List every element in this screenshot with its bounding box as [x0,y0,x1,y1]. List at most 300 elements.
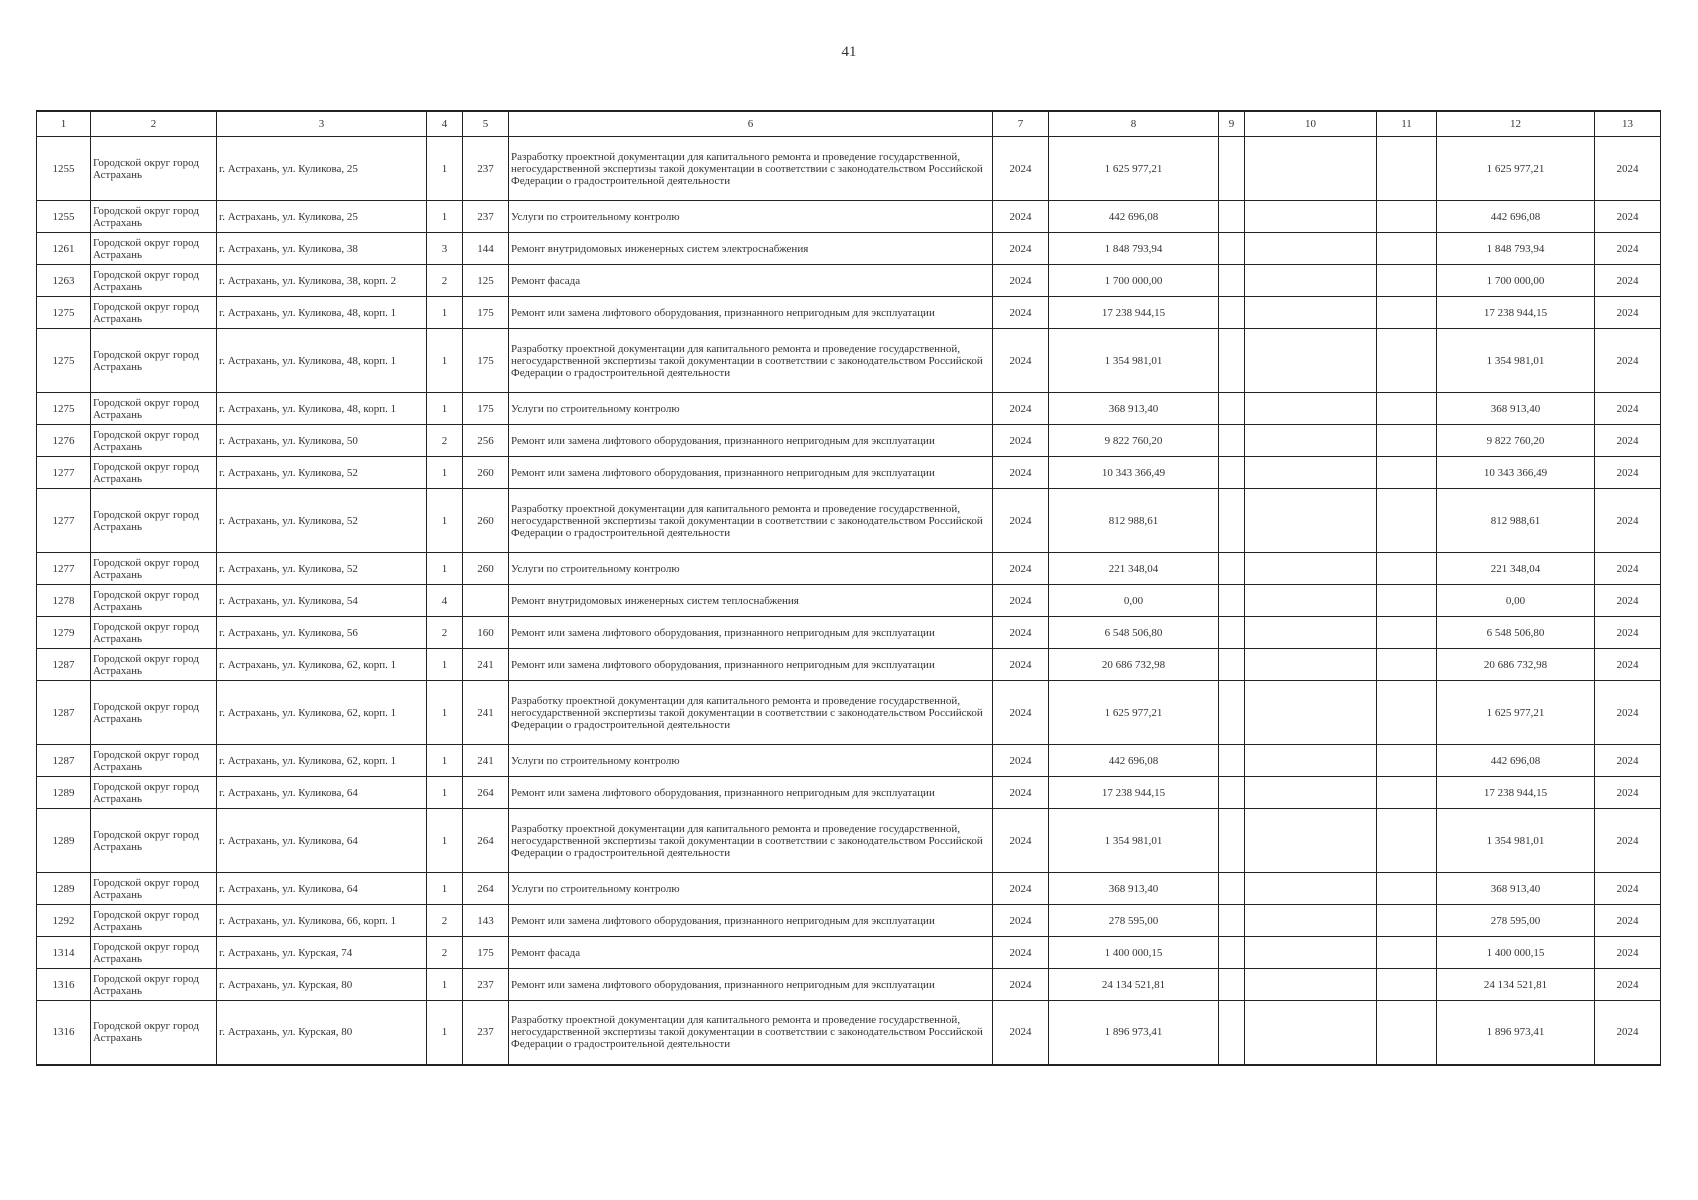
category-cell: 4 [427,585,463,617]
fund-amount-cell: 442 696,08 [1437,745,1595,777]
col10-cell [1245,553,1377,585]
header-cell: 9 [1219,111,1245,137]
col9-cell [1219,553,1245,585]
table-row [37,137,1661,201]
municipality-cell: Городской округ город Астрахань [91,1001,217,1065]
code-cell: 237 [463,201,509,233]
year-cell: 2024 [993,905,1049,937]
work-type-cell: Ремонт или замена лифтового оборудования, признанного непригодным для эксплуатации [509,425,993,457]
col9-cell [1219,809,1245,873]
work-type-cell: Ремонт или замена лифтового оборудования, признанного непригодным для эксплуатации [509,905,993,937]
year-cell: 2024 [993,137,1049,201]
row-number-cell: 1275 [37,393,91,425]
fund-amount-cell: 24 134 521,81 [1437,969,1595,1001]
col9-cell [1219,745,1245,777]
total-cost-cell: 812 988,61 [1049,489,1219,553]
address-cell: г. Астрахань, ул. Курская, 74 [217,937,427,969]
col9-cell [1219,873,1245,905]
municipality-cell: Городской округ город Астрахань [91,265,217,297]
category-cell: 1 [427,393,463,425]
col10-cell [1245,745,1377,777]
col10-cell [1245,329,1377,393]
col9-cell [1219,617,1245,649]
code-cell: 143 [463,905,509,937]
municipality-cell: Городской округ город Астрахань [91,201,217,233]
municipality-cell: Городской округ город Астрахань [91,617,217,649]
header-cell: 11 [1377,111,1437,137]
table-row [37,585,1661,617]
total-cost-cell: 20 686 732,98 [1049,649,1219,681]
col10-cell [1245,457,1377,489]
col9-cell [1219,1001,1245,1065]
code-cell: 264 [463,873,509,905]
completion-year-cell: 2024 [1595,201,1661,233]
completion-year-cell: 2024 [1595,873,1661,905]
municipality-cell: Городской округ город Астрахань [91,137,217,201]
code-cell: 241 [463,649,509,681]
col11-cell [1377,681,1437,745]
total-cost-cell: 278 595,00 [1049,905,1219,937]
year-cell: 2024 [993,201,1049,233]
table-row [37,681,1661,745]
row-number-cell: 1289 [37,809,91,873]
category-cell: 1 [427,873,463,905]
municipality-cell: Городской округ город Астрахань [91,585,217,617]
col9-cell [1219,297,1245,329]
table-row [37,1001,1661,1065]
address-cell: г. Астрахань, ул. Куликова, 48, корп. 1 [217,329,427,393]
total-cost-cell: 17 238 944,15 [1049,777,1219,809]
code-cell: 160 [463,617,509,649]
year-cell: 2024 [993,585,1049,617]
fund-amount-cell: 1 848 793,94 [1437,233,1595,265]
table-row [37,457,1661,489]
fund-amount-cell: 1 625 977,21 [1437,681,1595,745]
year-cell: 2024 [993,1001,1049,1065]
total-cost-cell: 1 848 793,94 [1049,233,1219,265]
completion-year-cell: 2024 [1595,969,1661,1001]
row-number-cell: 1278 [37,585,91,617]
year-cell: 2024 [993,553,1049,585]
fund-amount-cell: 221 348,04 [1437,553,1595,585]
col9-cell [1219,265,1245,297]
header-cell: 3 [217,111,427,137]
col11-cell [1377,585,1437,617]
col11-cell [1377,777,1437,809]
row-number-cell: 1287 [37,681,91,745]
fund-amount-cell: 1 700 000,00 [1437,265,1595,297]
col10-cell [1245,681,1377,745]
fund-amount-cell: 368 913,40 [1437,873,1595,905]
address-cell: г. Астрахань, ул. Курская, 80 [217,969,427,1001]
code-cell: 175 [463,393,509,425]
col9-cell [1219,393,1245,425]
col11-cell [1377,905,1437,937]
row-number-cell: 1276 [37,425,91,457]
address-cell: г. Астрахань, ул. Куликова, 48, корп. 1 [217,393,427,425]
year-cell: 2024 [993,425,1049,457]
row-number-cell: 1287 [37,745,91,777]
col10-cell [1245,969,1377,1001]
code-cell: 125 [463,265,509,297]
col10-cell [1245,425,1377,457]
header-row [37,111,1661,137]
table-row [37,873,1661,905]
fund-amount-cell: 20 686 732,98 [1437,649,1595,681]
year-cell: 2024 [993,233,1049,265]
category-cell: 3 [427,233,463,265]
completion-year-cell: 2024 [1595,681,1661,745]
completion-year-cell: 2024 [1595,777,1661,809]
total-cost-cell: 1 700 000,00 [1049,265,1219,297]
header-cell: 13 [1595,111,1661,137]
category-cell: 1 [427,553,463,585]
year-cell: 2024 [993,617,1049,649]
address-cell: г. Астрахань, ул. Куликова, 25 [217,137,427,201]
address-cell: г. Астрахань, ул. Куликова, 54 [217,585,427,617]
category-cell: 2 [427,937,463,969]
completion-year-cell: 2024 [1595,489,1661,553]
work-type-cell: Разработку проектной документации для капитального ремонта и проведение государственной, негосударственной экспертизы такой документации в соответствии с законодательством Российской Федерации о градостроительной деятельности [509,809,993,873]
row-number-cell: 1277 [37,553,91,585]
fund-amount-cell: 17 238 944,15 [1437,297,1595,329]
municipality-cell: Городской округ город Астрахань [91,457,217,489]
code-cell: 237 [463,1001,509,1065]
header-cell: 7 [993,111,1049,137]
address-cell: г. Астрахань, ул. Куликова, 25 [217,201,427,233]
row-number-cell: 1289 [37,777,91,809]
col11-cell [1377,617,1437,649]
address-cell: г. Астрахань, ул. Куликова, 50 [217,425,427,457]
row-number-cell: 1255 [37,137,91,201]
code-cell: 264 [463,777,509,809]
category-cell: 1 [427,489,463,553]
municipality-cell: Городской округ город Астрахань [91,297,217,329]
page-number: 41 [841,44,857,60]
header-cell: 12 [1437,111,1595,137]
municipality-cell: Городской округ город Астрахань [91,553,217,585]
col9-cell [1219,425,1245,457]
col9-cell [1219,137,1245,201]
col9-cell [1219,905,1245,937]
col11-cell [1377,265,1437,297]
code-cell [463,585,509,617]
work-type-cell: Услуги по строительному контролю [509,873,993,905]
table-row [37,553,1661,585]
work-type-cell: Ремонт или замена лифтового оборудования, признанного непригодным для эксплуатации [509,457,993,489]
category-cell: 1 [427,649,463,681]
address-cell: г. Астрахань, ул. Куликова, 64 [217,809,427,873]
category-cell: 1 [427,297,463,329]
address-cell: г. Астрахань, ул. Куликова, 38, корп. 2 [217,265,427,297]
row-number-cell: 1277 [37,489,91,553]
col10-cell [1245,233,1377,265]
year-cell: 2024 [993,649,1049,681]
municipality-cell: Городской округ город Астрахань [91,905,217,937]
total-cost-cell: 1 400 000,15 [1049,937,1219,969]
col10-cell [1245,585,1377,617]
address-cell: г. Астрахань, ул. Куликова, 62, корп. 1 [217,681,427,745]
fund-amount-cell: 812 988,61 [1437,489,1595,553]
completion-year-cell: 2024 [1595,617,1661,649]
code-cell: 241 [463,745,509,777]
table-row [37,201,1661,233]
col11-cell [1377,809,1437,873]
municipality-cell: Городской округ город Астрахань [91,873,217,905]
total-cost-cell: 442 696,08 [1049,201,1219,233]
total-cost-cell: 1 625 977,21 [1049,137,1219,201]
total-cost-cell: 1 625 977,21 [1049,681,1219,745]
municipality-cell: Городской округ город Астрахань [91,233,217,265]
total-cost-cell: 9 822 760,20 [1049,425,1219,457]
total-cost-cell: 17 238 944,15 [1049,297,1219,329]
address-cell: г. Астрахань, ул. Куликова, 56 [217,617,427,649]
total-cost-cell: 1 354 981,01 [1049,809,1219,873]
year-cell: 2024 [993,873,1049,905]
category-cell: 1 [427,457,463,489]
year-cell: 2024 [993,969,1049,1001]
row-number-cell: 1275 [37,329,91,393]
col10-cell [1245,809,1377,873]
completion-year-cell: 2024 [1595,457,1661,489]
year-cell: 2024 [993,937,1049,969]
fund-amount-cell: 1 896 973,41 [1437,1001,1595,1065]
address-cell: г. Астрахань, ул. Куликова, 66, корп. 1 [217,905,427,937]
fund-amount-cell: 0,00 [1437,585,1595,617]
col11-cell [1377,873,1437,905]
address-cell: г. Астрахань, ул. Куликова, 64 [217,777,427,809]
completion-year-cell: 2024 [1595,393,1661,425]
fund-amount-cell: 1 625 977,21 [1437,137,1595,201]
completion-year-cell: 2024 [1595,649,1661,681]
address-cell: г. Астрахань, ул. Куликова, 52 [217,457,427,489]
municipality-cell: Городской округ город Астрахань [91,969,217,1001]
address-cell: г. Астрахань, ул. Куликова, 52 [217,489,427,553]
header-cell: 10 [1245,111,1377,137]
code-cell: 260 [463,457,509,489]
municipality-cell: Городской округ город Астрахань [91,489,217,553]
completion-year-cell: 2024 [1595,809,1661,873]
year-cell: 2024 [993,457,1049,489]
year-cell: 2024 [993,489,1049,553]
year-cell: 2024 [993,329,1049,393]
fund-amount-cell: 442 696,08 [1437,201,1595,233]
category-cell: 2 [427,617,463,649]
municipality-cell: Городской округ город Астрахань [91,425,217,457]
address-cell: г. Астрахань, ул. Куликова, 38 [217,233,427,265]
work-type-cell: Ремонт внутридомовых инженерных систем теплоснабжения [509,585,993,617]
col10-cell [1245,393,1377,425]
col9-cell [1219,329,1245,393]
row-number-cell: 1287 [37,649,91,681]
col11-cell [1377,297,1437,329]
municipality-cell: Городской округ город Астрахань [91,681,217,745]
col11-cell [1377,649,1437,681]
fund-amount-cell: 368 913,40 [1437,393,1595,425]
col11-cell [1377,137,1437,201]
address-cell: г. Астрахань, ул. Куликова, 62, корп. 1 [217,649,427,681]
code-cell: 175 [463,937,509,969]
row-number-cell: 1279 [37,617,91,649]
col11-cell [1377,937,1437,969]
completion-year-cell: 2024 [1595,745,1661,777]
category-cell: 1 [427,1001,463,1065]
work-type-cell: Услуги по строительному контролю [509,393,993,425]
category-cell: 1 [427,201,463,233]
municipality-cell: Городской округ город Астрахань [91,329,217,393]
fund-amount-cell: 10 343 366,49 [1437,457,1595,489]
work-type-cell: Разработку проектной документации для капитального ремонта и проведение государственной, негосударственной экспертизы такой документации в соответствии с законодательством Российской Федерации о градостроительной деятельности [509,681,993,745]
work-type-cell: Ремонт или замена лифтового оборудования, признанного непригодным для эксплуатации [509,649,993,681]
col11-cell [1377,233,1437,265]
completion-year-cell: 2024 [1595,1001,1661,1065]
header-cell: 8 [1049,111,1219,137]
total-cost-cell: 1 354 981,01 [1049,329,1219,393]
work-type-cell: Ремонт или замена лифтового оборудования, признанного непригодным для эксплуатации [509,617,993,649]
row-number-cell: 1277 [37,457,91,489]
row-number-cell: 1316 [37,1001,91,1065]
repair-program-table [36,110,1661,1066]
completion-year-cell: 2024 [1595,425,1661,457]
table-row [37,937,1661,969]
category-cell: 2 [427,265,463,297]
row-number-cell: 1314 [37,937,91,969]
year-cell: 2024 [993,745,1049,777]
completion-year-cell: 2024 [1595,553,1661,585]
header-cell: 4 [427,111,463,137]
total-cost-cell: 6 548 506,80 [1049,617,1219,649]
table-row [37,905,1661,937]
col10-cell [1245,265,1377,297]
col9-cell [1219,777,1245,809]
total-cost-cell: 368 913,40 [1049,393,1219,425]
col9-cell [1219,233,1245,265]
col10-cell [1245,489,1377,553]
total-cost-cell: 1 896 973,41 [1049,1001,1219,1065]
row-number-cell: 1316 [37,969,91,1001]
category-cell: 1 [427,137,463,201]
category-cell: 1 [427,777,463,809]
col9-cell [1219,649,1245,681]
col9-cell [1219,585,1245,617]
completion-year-cell: 2024 [1595,329,1661,393]
col10-cell [1245,777,1377,809]
municipality-cell: Городской округ город Астрахань [91,649,217,681]
row-number-cell: 1292 [37,905,91,937]
total-cost-cell: 442 696,08 [1049,745,1219,777]
col9-cell [1219,937,1245,969]
col11-cell [1377,393,1437,425]
table-row [37,745,1661,777]
completion-year-cell: 2024 [1595,937,1661,969]
table-row [37,617,1661,649]
col10-cell [1245,201,1377,233]
work-type-cell: Разработку проектной документации для капитального ремонта и проведение государственной, негосударственной экспертизы такой документации в соответствии с законодательством Российской Федерации о градостроительной деятельности [509,137,993,201]
table-row [37,393,1661,425]
municipality-cell: Городской округ город Астрахань [91,809,217,873]
header-cell: 6 [509,111,993,137]
work-type-cell: Услуги по строительному контролю [509,745,993,777]
work-type-cell: Разработку проектной документации для капитального ремонта и проведение государственной, негосударственной экспертизы такой документации в соответствии с законодательством Российской Федерации о градостроительной деятельности [509,329,993,393]
code-cell: 237 [463,137,509,201]
fund-amount-cell: 1 354 981,01 [1437,329,1595,393]
fund-amount-cell: 1 354 981,01 [1437,809,1595,873]
address-cell: г. Астрахань, ул. Куликова, 64 [217,873,427,905]
category-cell: 1 [427,745,463,777]
table-row [37,329,1661,393]
completion-year-cell: 2024 [1595,297,1661,329]
total-cost-cell: 24 134 521,81 [1049,969,1219,1001]
municipality-cell: Городской округ город Астрахань [91,937,217,969]
col10-cell [1245,297,1377,329]
table-row [37,233,1661,265]
year-cell: 2024 [993,809,1049,873]
year-cell: 2024 [993,681,1049,745]
code-cell: 175 [463,329,509,393]
address-cell: г. Астрахань, ул. Куликова, 62, корп. 1 [217,745,427,777]
table-row [37,265,1661,297]
row-number-cell: 1289 [37,873,91,905]
col10-cell [1245,617,1377,649]
header-cell: 5 [463,111,509,137]
col11-cell [1377,329,1437,393]
code-cell: 241 [463,681,509,745]
code-cell: 260 [463,489,509,553]
col11-cell [1377,425,1437,457]
completion-year-cell: 2024 [1595,265,1661,297]
work-type-cell: Разработку проектной документации для капитального ремонта и проведение государственной, негосударственной экспертизы такой документации в соответствии с законодательством Российской Федерации о градостроительной деятельности [509,1001,993,1065]
col10-cell [1245,873,1377,905]
total-cost-cell: 368 913,40 [1049,873,1219,905]
work-type-cell: Услуги по строительному контролю [509,201,993,233]
total-cost-cell: 0,00 [1049,585,1219,617]
col10-cell [1245,649,1377,681]
year-cell: 2024 [993,777,1049,809]
col9-cell [1219,489,1245,553]
table-row [37,777,1661,809]
address-cell: г. Астрахань, ул. Куликова, 52 [217,553,427,585]
col9-cell [1219,969,1245,1001]
fund-amount-cell: 6 548 506,80 [1437,617,1595,649]
table-row [37,297,1661,329]
municipality-cell: Городской округ город Астрахань [91,393,217,425]
total-cost-cell: 221 348,04 [1049,553,1219,585]
address-cell: г. Астрахань, ул. Курская, 80 [217,1001,427,1065]
year-cell: 2024 [993,265,1049,297]
col11-cell [1377,969,1437,1001]
category-cell: 2 [427,425,463,457]
header-cell: 2 [91,111,217,137]
table-body [37,137,1661,1065]
work-type-cell: Ремонт фасада [509,265,993,297]
code-cell: 237 [463,969,509,1001]
category-cell: 1 [427,969,463,1001]
table-row [37,649,1661,681]
fund-amount-cell: 278 595,00 [1437,905,1595,937]
completion-year-cell: 2024 [1595,137,1661,201]
col11-cell [1377,1001,1437,1065]
work-type-cell: Ремонт внутридомовых инженерных систем электроснабжения [509,233,993,265]
col9-cell [1219,201,1245,233]
col11-cell [1377,553,1437,585]
code-cell: 175 [463,297,509,329]
year-cell: 2024 [993,393,1049,425]
code-cell: 264 [463,809,509,873]
municipality-cell: Городской округ город Астрахань [91,745,217,777]
work-type-cell: Ремонт или замена лифтового оборудования, признанного непригодным для эксплуатации [509,777,993,809]
work-type-cell: Ремонт фасада [509,937,993,969]
year-cell: 2024 [993,297,1049,329]
